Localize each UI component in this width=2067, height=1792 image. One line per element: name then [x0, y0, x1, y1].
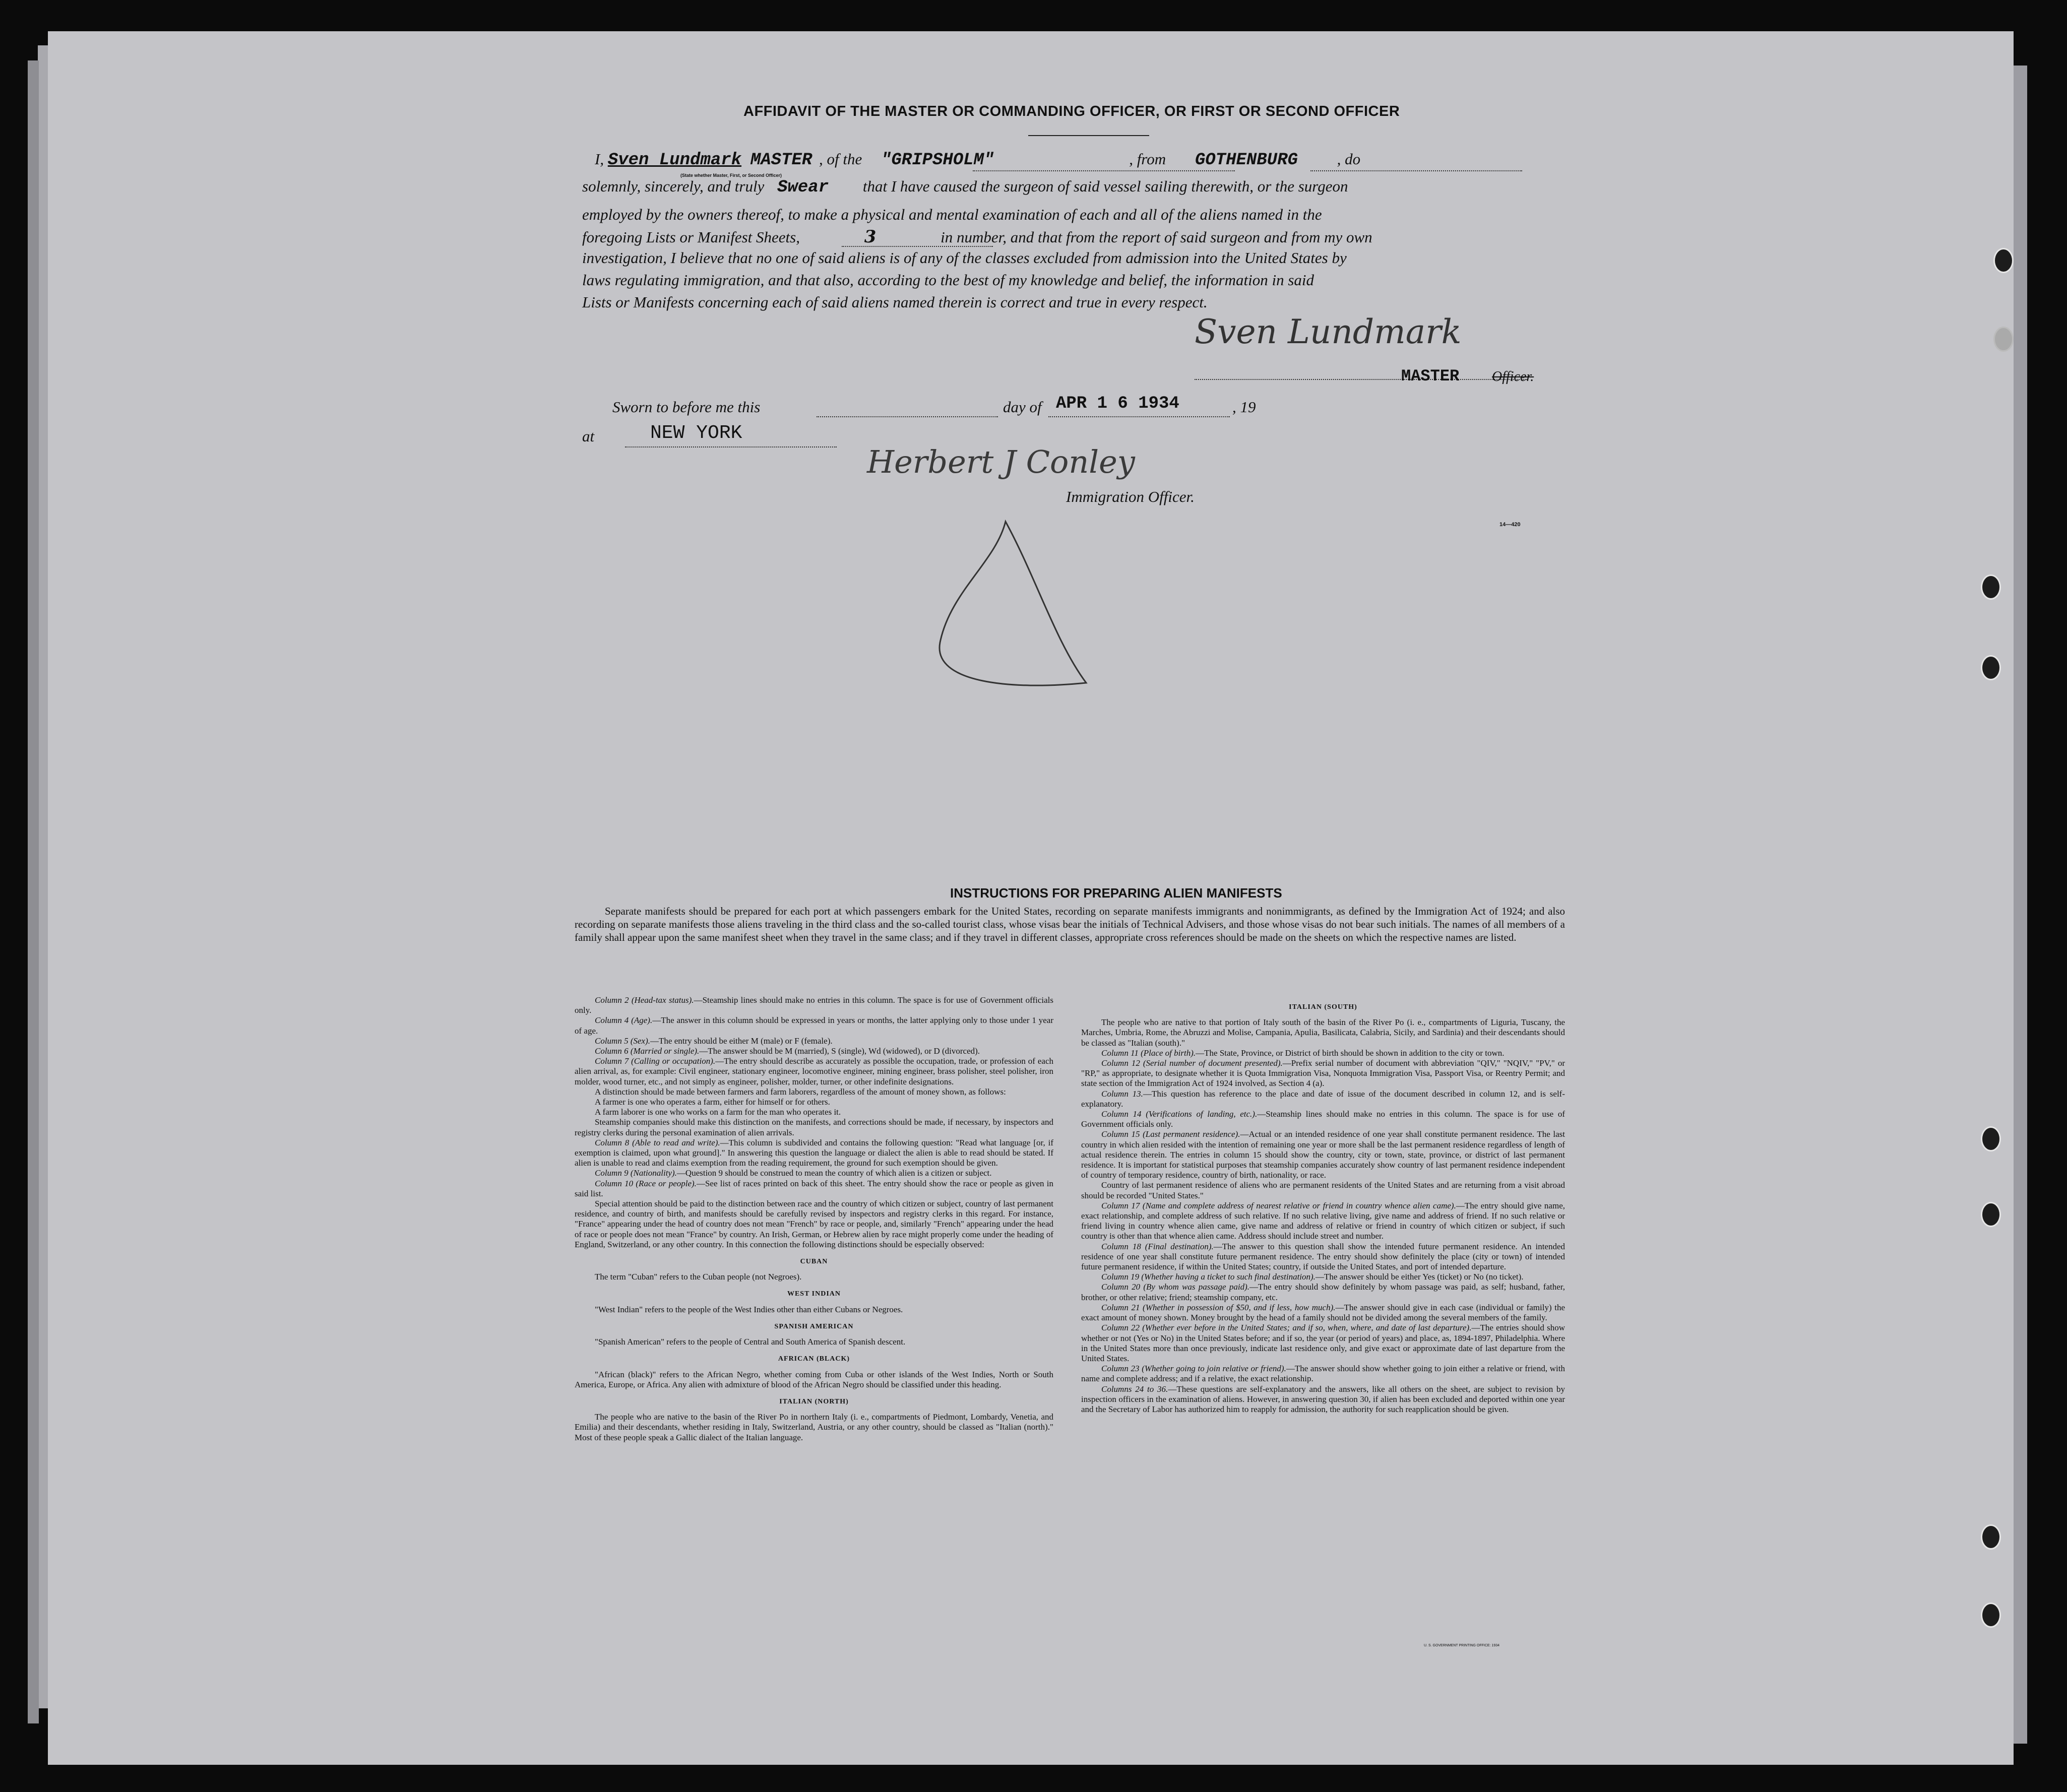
instruction-text: Country of last permanent residence of aliens who are permanent residents of the United States and are returning from a visit abroad should be recorded "United States.": [1081, 1180, 1565, 1200]
instruction-paragraph: [1081, 1058, 1565, 1089]
do-label: , do: [1337, 150, 1361, 168]
line4-text-b: in number, and that from the report of said surgeon and from my own: [941, 228, 1372, 246]
instruction-text: —This column is subdivided and contains the following question: "Read what language [or, if exemption is claimed, upon what ground]." In answering this question the language or dialect the alien is able to read should be stated. If alien is unable to read and claims exemption from the reading requirement, the ground for such exemption should be given.: [575, 1137, 1053, 1168]
instruction-paragraph: [575, 1107, 1053, 1117]
instruction-text: —Question 9 should be construed to mean the country of which alien is a citizen or subject.: [676, 1168, 992, 1178]
instructions-left-column: [575, 995, 1053, 1443]
column-reference: Column 5 (Sex).: [595, 1036, 651, 1046]
instruction-paragraph: [575, 1272, 1053, 1282]
instruction-text: The people who are native to that portion of Italy south of the basin of the River Po (i. e., compartments of Liguria, Tuscany, the Marches, Umbria, Rome, the Abruzzi and Molise, Campania, Apulia, Basilicata, Calabria, Sicily, and Sardinia) and their descendants should be classed as "Italian (south).": [1081, 1017, 1565, 1048]
instruction-paragraph: [1081, 1364, 1565, 1384]
punch-hole-icon: [1993, 248, 2014, 273]
instruction-paragraph: [575, 1305, 1053, 1315]
instruction-paragraph: [1081, 1048, 1565, 1058]
affidavit-line-5: investigation, I believe that no one of said aliens is of any of the classes excluded from admission into the United States by: [582, 249, 1347, 267]
port-field-line: [1310, 170, 1522, 171]
instruction-text: A farm laborer is one who works on a farm for the man who operates it.: [595, 1107, 841, 1117]
column-reference: Column 10 (Race or people).: [595, 1178, 697, 1188]
punch-hole-icon: [1981, 1524, 2001, 1550]
column-reference: Column 20 (By whom was passage paid).: [1101, 1282, 1249, 1292]
affidavit-line-4: [582, 227, 1372, 247]
instruction-text: —See list of races printed on back of this sheet. The entry should show the race or people as given in said list.: [575, 1178, 1054, 1198]
instruction-paragraph: [1081, 1109, 1565, 1129]
instructions-right-column: [1081, 995, 1565, 1415]
instruction-paragraph: [575, 1138, 1053, 1169]
instruction-paragraph: [575, 1046, 1053, 1056]
vessel-name: "GRIPSHOLM": [881, 151, 994, 170]
instruction-paragraph: [575, 1370, 1053, 1390]
instruction-text: —These questions are self-explanatory and the answers, like all others on the sheet, are subject to revision by inspection officers in the examination of aliens. However, in answering question 30, if alien has been excluded and deported within one year and the Secretary of Labor has authorized him to reapply for admission, the authority for such reapplication should be given.: [1081, 1384, 1565, 1414]
affidavit-line-1: [595, 150, 1360, 170]
column-reference: Column 9 (Nationality).: [595, 1168, 677, 1178]
instruction-text: —The State, Province, or District of birth should be shown in addition to the city or town.: [1196, 1048, 1505, 1058]
section-heading: SPANISH AMERICAN: [774, 1322, 854, 1330]
column-reference: Column 15 (Last permanent residence).: [1101, 1129, 1240, 1139]
instruction-text: —The entry should be either M (male) or F (female).: [650, 1036, 833, 1046]
instruction-text: —Actual or an intended residence of one year shall constitute permanent residence. The last country in which alien resided with the intention of remaining one year or more shall be the last permanent residence regardless of length of actual residence therein. The entries in column 15 should show the country, city or town, state, province, or district of last permanent residence. It is important for statistical purposes that steamship companies accurately show country of last permanent residence independent of country of temporary residence, country of birth, nationality, or race.: [1081, 1129, 1565, 1180]
place-field-line: [625, 446, 837, 447]
instruction-paragraph: [575, 1117, 1053, 1137]
form-number: 14—420: [1499, 522, 1521, 528]
sworn-date: APR 1 6 1934: [1056, 394, 1179, 413]
instruction-paragraph: [575, 1179, 1053, 1199]
i-label: I,: [595, 150, 604, 168]
column-reference: Column 17 (Name and complete address of nearest relative or friend in country whence alien came).: [1101, 1200, 1456, 1210]
instruction-paragraph: [1081, 1323, 1565, 1364]
signature-line: [1195, 379, 1527, 380]
instruction-text: —Steamship lines should make no entries in this column. The space is for use of Government officials only.: [1081, 1109, 1565, 1129]
instruction-text: The term "Cuban" refers to the Cuban people (not Negroes).: [595, 1272, 802, 1282]
page-edge: [28, 60, 39, 1723]
instruction-paragraph: [1081, 1089, 1565, 1109]
day-of-label: day of: [1003, 398, 1042, 416]
instruction-text: Steamship companies should make this distinction on the manifests, and corrections should be made, if necessary, by inspectors and registry clerks during the personal examination of alien arrivals.: [575, 1117, 1053, 1137]
instruction-text: —The answer in this column should be expressed in years or months, the latter applying only to those under 1 year of age.: [575, 1015, 1053, 1036]
pen-stroke-mark: [935, 517, 1091, 688]
instructions-intro: Separate manifests should be prepared for each port at which passengers embark for the United States, recording on separate manifests immigrants and nonimmigrants, as defined by the Immigration Act of 1924; and also recording on separate manifests those aliens traveling in the third class and the so-called tourist class, whose visas bear the initials of Technical Advisers, and those whose visas do not bear such initials. The names of all members of a family shall appear upon the same manifest sheet when they travel in the same class; and if they travel in different classes, appropriate cross references should be made on the sheets on which the respective names are listed.: [575, 905, 1565, 943]
instruction-text: —The entry should give name, exact relationship, and complete address of such relative. If no such relative living, give name and address of friend. If no such relative or friend living in country whence alien came, give name and address of relative or friend in country of which citizen or subject, if such country is other than that whence alien came. Address should include street and number.: [1081, 1200, 1565, 1241]
instruction-text: Special attention should be paid to the distinction between race and the country of which citizen or subject, country of last permanent residence, and country of birth, and manifests should be carefully revised by inspectors and registry clerks in this regard. For instance, "France" appearing under the head of country does not mean "French" by race or people, and, similarly "French" appearing under the head of race or people does not mean "France" by country. An Irish, German, or Hebrew alien by race might properly come under the heading of England, Switzerland, or any other country. In this connection the following distinctions should be especially observed:: [575, 1199, 1053, 1249]
instruction-paragraph: [1081, 1272, 1565, 1282]
sworn-place: NEW YORK: [650, 422, 742, 444]
instruction-paragraph: [575, 1097, 1053, 1107]
affidavit-line-3: employed by the owners thereof, to make a physical and mental examination of each and all of the aliens named in the: [582, 206, 1322, 223]
sworn-label: Sworn to before me this: [612, 398, 761, 416]
instruction-paragraph: [1081, 1242, 1565, 1272]
officer-title: Immigration Officer.: [1066, 488, 1195, 505]
column-reference: Column 11 (Place of birth).: [1101, 1048, 1196, 1058]
instruction-paragraph: [575, 1199, 1053, 1250]
section-heading: CUBAN: [800, 1258, 828, 1266]
sheets-field-line: [842, 246, 993, 247]
instruction-text: —The answer should show whether going to join either a relative or friend, with name and complete address; and if a relative, the exact relationship.: [1081, 1364, 1565, 1384]
at-label: at: [582, 427, 595, 445]
instruction-paragraph: [575, 1337, 1053, 1347]
of-the-label: , of the: [819, 150, 862, 168]
date-field-line: [1048, 416, 1230, 417]
instruction-paragraph: [575, 995, 1053, 1015]
master-signature: Sven Lundmark: [1195, 312, 1462, 351]
column-reference: Column 14 (Verifications of landing, etc.).: [1101, 1109, 1258, 1119]
column-reference: Column 23 (Whether going to join relative or friend).: [1101, 1364, 1286, 1374]
column-reference: Column 4 (Age).: [595, 1015, 653, 1026]
punch-hole-icon: [1981, 1603, 2001, 1628]
section-heading: ITALIAN (NORTH): [779, 1397, 849, 1405]
instruction-text: "African (black)" refers to the African Negro, whether coming from Cuba or other islands of the West Indies, North or South America, Europe, or Africa. Any alien with admixture of blood of the African Negro should be classified under this heading.: [575, 1369, 1053, 1389]
instruction-text: —The entry should show definitely by whom passage was paid, as self; husband, father, brother, or other relative; friend; steamship company, etc.: [1081, 1282, 1565, 1302]
instruction-paragraph: [1081, 1282, 1565, 1302]
column-reference: Column 21 (Whether in possession of $50, and if less, how much).: [1101, 1302, 1336, 1312]
rank-note: (State whether Master, First, or Second Officer): [680, 173, 782, 178]
sheet-count: 3: [864, 227, 876, 247]
column-reference: Column 13.: [1101, 1089, 1143, 1099]
punch-hole-icon: [1981, 1202, 2001, 1227]
instruction-paragraph: [575, 1087, 1053, 1097]
column-reference: Column 12 (Serial number of document presented).: [1101, 1058, 1283, 1068]
affidavit-line-7: Lists or Manifests concerning each of said aliens named therein is correct and true in every respect.: [582, 293, 1208, 311]
column-reference: Column 22 (Whether ever before in the United States; and if so, when, where, and date of last departure).: [1101, 1323, 1472, 1333]
section-heading: WEST INDIAN: [787, 1290, 841, 1298]
punch-hole-icon: [1981, 574, 2001, 600]
column-reference: Column 18 (Final destination).: [1101, 1241, 1214, 1251]
column-reference: Column 19 (Whether having a ticket to such final destination).: [1101, 1272, 1316, 1282]
instruction-text: —The answer should give in each case (individual or family) the exact amount of money shown. Money brought by the head of a family should not be divided among the several members of the family.: [1081, 1302, 1565, 1323]
affidavit-line-2: [582, 177, 1348, 197]
instruction-paragraph: [575, 1056, 1053, 1087]
signer-title: MASTER: [1401, 367, 1460, 386]
section-heading: AFRICAN (BLACK): [778, 1355, 850, 1363]
column-reference: Column 6 (Married or single).: [595, 1046, 700, 1056]
punch-hole-icon: [1981, 655, 2001, 680]
master-rank: MASTER: [750, 151, 812, 170]
instruction-text: —The answer should be either Yes (ticket) or No (no ticket).: [1315, 1272, 1524, 1282]
punch-hole-icon: [1981, 1126, 2001, 1151]
instruction-text: The people who are native to the basin of the River Po in northern Italy (i. e., compartments of Piedmont, Lombardy, Venetia, and Emilia) and their descendants, whether residing in Italy, Switzerland, Austria, or any other country, should be classed as "Italian (north)." Most of these people speak a Gallic dialect of the Italian language.: [575, 1412, 1053, 1442]
struck-officer: Officer.: [1492, 369, 1534, 385]
column-reference: Columns 24 to 36.: [1101, 1384, 1168, 1394]
instruction-paragraph: [1081, 1303, 1565, 1323]
master-name: Sven Lundmark: [607, 151, 742, 170]
instruction-paragraph: [1081, 1201, 1565, 1242]
column-reference: Column 8 (Able to read and write).: [595, 1137, 720, 1147]
day-field-line: [817, 416, 998, 417]
instruction-text: "West Indian" refers to the people of the West Indies other than either Cubans or Negroes.: [595, 1304, 903, 1314]
section-heading: ITALIAN (SOUTH): [1289, 1003, 1357, 1011]
affidavit-line-6: laws regulating immigration, and that also, according to the best of my knowledge and belief, the information in said: [582, 271, 1314, 289]
printer-imprint: U. S. GOVERNMENT PRINTING OFFICE: 1934: [1424, 1644, 1500, 1647]
title-rule: [1028, 135, 1149, 136]
page-edge: [38, 45, 49, 1708]
instruction-text: A distinction should be made between farmers and farm laborers, regardless of the amount of money shown, as follows:: [595, 1086, 1006, 1097]
instruction-text: —The entry should describe as accurately as possible the occupation, trade, or profession of each alien arrival, as, for example: Civil engineer, stationary engineer, locomotive engineer, mining engineer, brass polisher, steel polisher, iron molder, wood turner, etc., and not simply as engineer, polisher, molder, turner, or other indefinite designations.: [575, 1056, 1053, 1086]
oath-word: Swear: [777, 178, 829, 197]
instruction-paragraph: [1081, 1180, 1565, 1200]
instruction-paragraph: [575, 1036, 1053, 1046]
year-label: , 19: [1232, 398, 1256, 416]
line2-text-b: that I have caused the surgeon of said vessel sailing therewith, or the surgeon: [862, 177, 1348, 195]
instruction-text: "Spanish American" refers to the people of Central and South America of Spanish descent.: [595, 1337, 906, 1347]
instruction-text: —This question has reference to the place and date of issue of the document described in column 12, and is self-explanatory.: [1081, 1089, 1565, 1109]
instruction-text: —The answer should be M (married), S (single), Wd (widowed), or D (divorced).: [699, 1046, 980, 1056]
instruction-paragraph: [1081, 1384, 1565, 1415]
column-reference: Column 2 (Head-tax status).: [595, 995, 694, 1005]
officer-signature: Herbert J Conley: [867, 443, 1135, 480]
instructions-title: INSTRUCTIONS FOR PREPARING ALIEN MANIFESTS: [950, 885, 1282, 901]
instruction-paragraph: [575, 1168, 1053, 1178]
line4-text: foregoing Lists or Manifest Sheets,: [582, 228, 800, 246]
from-label: , from: [1129, 150, 1166, 168]
punch-hole-icon: [1993, 327, 2014, 352]
instruction-paragraph: [575, 1015, 1053, 1036]
instruction-text: A farmer is one who operates a farm, either for himself or for others.: [595, 1097, 830, 1107]
instruction-text: —Steamship lines should make no entries in this column. The space is for use of Government officials only.: [575, 995, 1054, 1015]
departure-port: GOTHENBURG: [1195, 151, 1298, 170]
instruction-paragraph: [1081, 1017, 1565, 1048]
instruction-paragraph: [1081, 1129, 1565, 1180]
instruction-text: —The answer to this question shall show the intended future permanent residence. An intended residence of one year shall constitute future permanent residence. The entry should show definitely the place (city or town) of intended future permanent residence, if within the United States; country, if outside the United States, and port of intended departure.: [1081, 1241, 1565, 1272]
line2-text: solemnly, sincerely, and truly: [582, 177, 765, 195]
column-reference: Column 7 (Calling or occupation).: [595, 1056, 716, 1066]
affidavit-title: AFFIDAVIT OF THE MASTER OR COMMANDING OFFICER, OR FIRST OR SECOND OFFICER: [743, 103, 1400, 119]
instruction-text: —Prefix serial number of document with abbreviation "QIV," "NQIV," "PV," or "RP," as appropriate, to designate whether it is Quota Immigration Visa, Nonquota Immigration Visa, Passport Visa, or Reentry Permit; and state section of the Immigration Act of 1924 involved, as Section 4 (a).: [1081, 1058, 1565, 1089]
instruction-text: —The entries should show whether or not (Yes or No) in the United States before; and if so, the year (or period of years) and place, as, 1894-1897, Philadelphia. Where in the United States more than once previously, indicate last residence only, and give exact or approximate date of last departure from the United States.: [1081, 1323, 1565, 1363]
vessel-field-line: [973, 170, 1235, 171]
instruction-paragraph: [575, 1412, 1053, 1443]
